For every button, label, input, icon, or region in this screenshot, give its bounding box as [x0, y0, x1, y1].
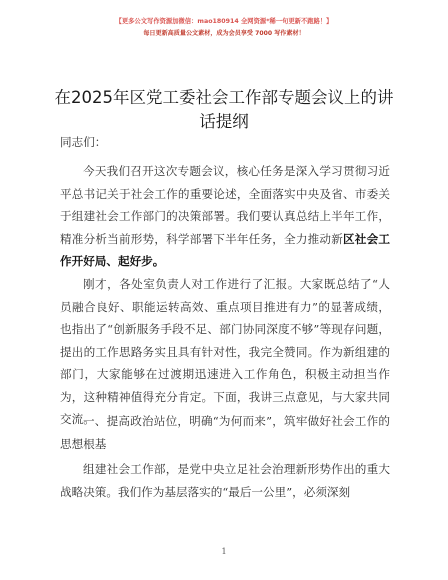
document-title: 在2025年区党工委社会工作部专题会议上的讲话提纲 [54, 88, 394, 131]
salutation: 同志们： [60, 135, 107, 149]
paragraph-1-text: 今天我们召开这次专题会议，核心任务是深入学习贯彻习近平总书记关于社会工作的重要论述，全面落实中央及省、市委关于组建社会工作部门的决策部署。我们要认真总结上半年工作，精准分析当前形势，科学部署下半年任务，全力推动新 [60, 164, 390, 246]
section-heading-1: 一、提高政治站位，明确“为何而来”，筑牢做好社会工作的思想根基 [60, 414, 390, 451]
paragraph-1-bold-text: 区社会工作开好局、起好步。 [60, 231, 390, 268]
page-number: 1 [221, 547, 227, 556]
paragraph-3: 组建社会工作部，是党中央立足社会治理新形势作出的重大战略决策。我们作为基层落实的“最后一公里”，必须深刻 [60, 462, 390, 499]
paragraph-2: 刚才，各处室负责人对工作进行了汇报。大家既总结了“人员融合良好、职能运转高效、重点项目推进有力”的显著成绩，也指出了“创新服务手段不足、部门协同深度不够”等现存问题，提出的工作思路务实且具有针对性，我完全赞同。作为新组建的部门，大家能够在过渡期迅速进入工作角色，积极主动担当作为，这种精神值得充分肯定。下面，我讲三点意见，与大家共同交流。 [60, 277, 390, 426]
promo-banner-line-2: 每日更新高质量公文素材，成为会员享受 7000 写作素材！ [143, 30, 305, 37]
paragraph-1 [60, 160, 390, 273]
promo-banner-line-1: 【更多公文写作资源加微信：mao180914 全网资源*稀一句更新不跑路！】 [115, 18, 333, 25]
